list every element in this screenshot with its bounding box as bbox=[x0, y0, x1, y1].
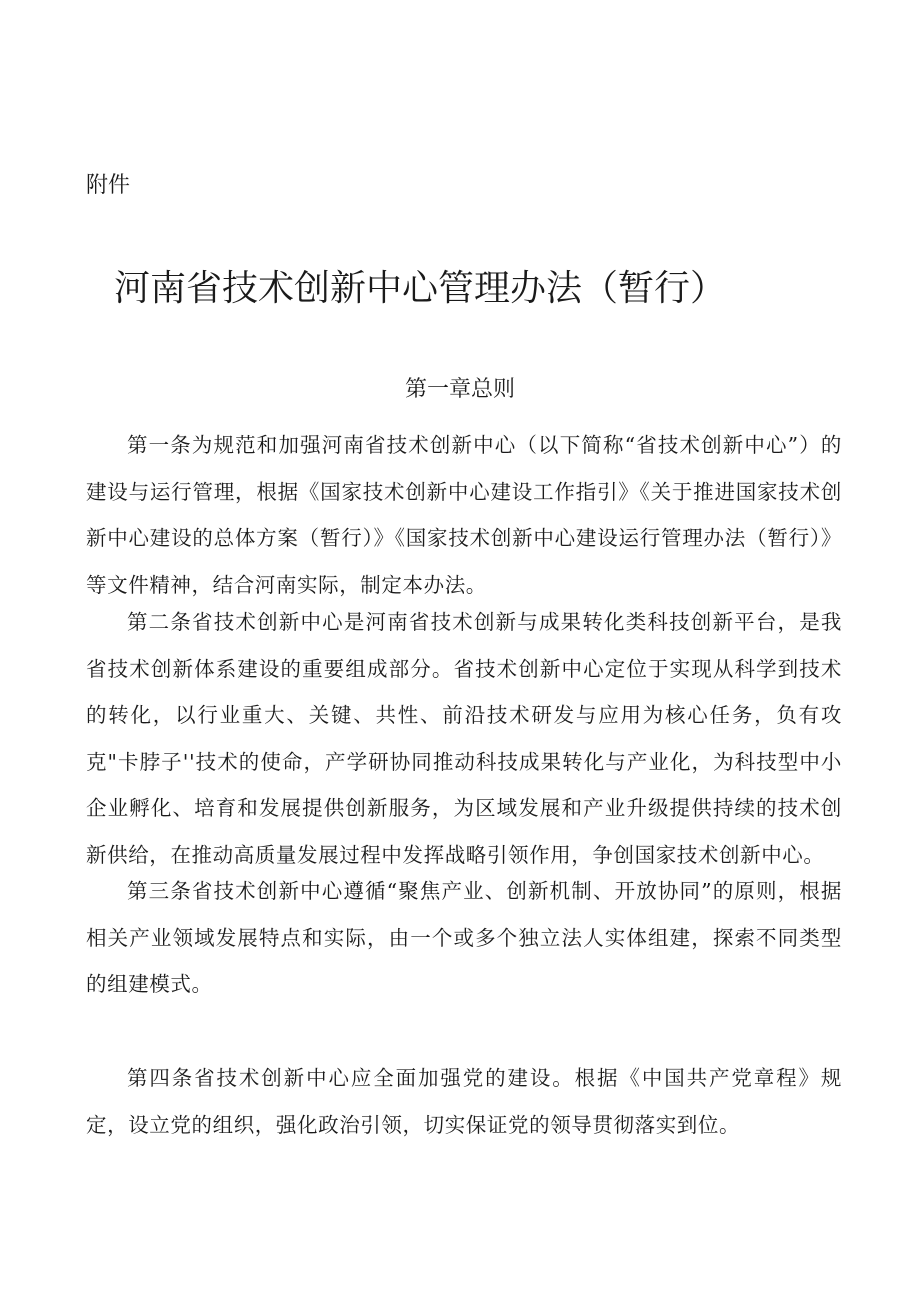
article-2: 第二条省技术创新中心是河南省技术创新与成果转化类科技创新平台，是我省技术创新体系建设的重要组成部分。省技术创新中心定位于实现从科学到技术的转化，以行业重大、关键、共性、前沿技术研发与应用为核心任务，负有攻克"卡脖子''技术的使命，产学研协同推动科技成果转化与产业化，为科技型中小企业孵化、培育和发展提供创新服务，为区域发展和产业升级提供持续的技术创新供给，在推动高质量发展过程中发挥战略引领作用，争创国家技术创新中心。 bbox=[86, 610, 842, 867]
article-4: 第四条省技术创新中心应全面加强党的建设。根据《中国共产党章程》规定，设立党的组织，强化政治引领，切实保证党的领导贯彻落实到位。 bbox=[86, 1066, 842, 1137]
chapter-heading: 第一章总则 bbox=[404, 376, 515, 401]
attachment-label: 附件 bbox=[86, 172, 131, 197]
article-3: 第三条省技术创新中心遵循“聚焦产业、创新机制、开放协同”的原则，根据相关产业领域发展特点和实际，由一个或多个独立法人实体组建，探索不同类型的组建模式。 bbox=[86, 879, 842, 996]
document-title: 河南省技术创新中心管理办法（暂行） bbox=[113, 267, 726, 308]
article-1: 第一条为规范和加强河南省技术创新中心（以下简称“省技术创新中心”）的建设与运行管理，根据《国家技术创新中心建设工作指引》《关于推进国家技术创新中心建设的总体方案（暂行）》《国家技术创新中心建设运行管理办法（暂行）》等文件精神，结合河南实际，制定本办法。 bbox=[86, 433, 842, 597]
